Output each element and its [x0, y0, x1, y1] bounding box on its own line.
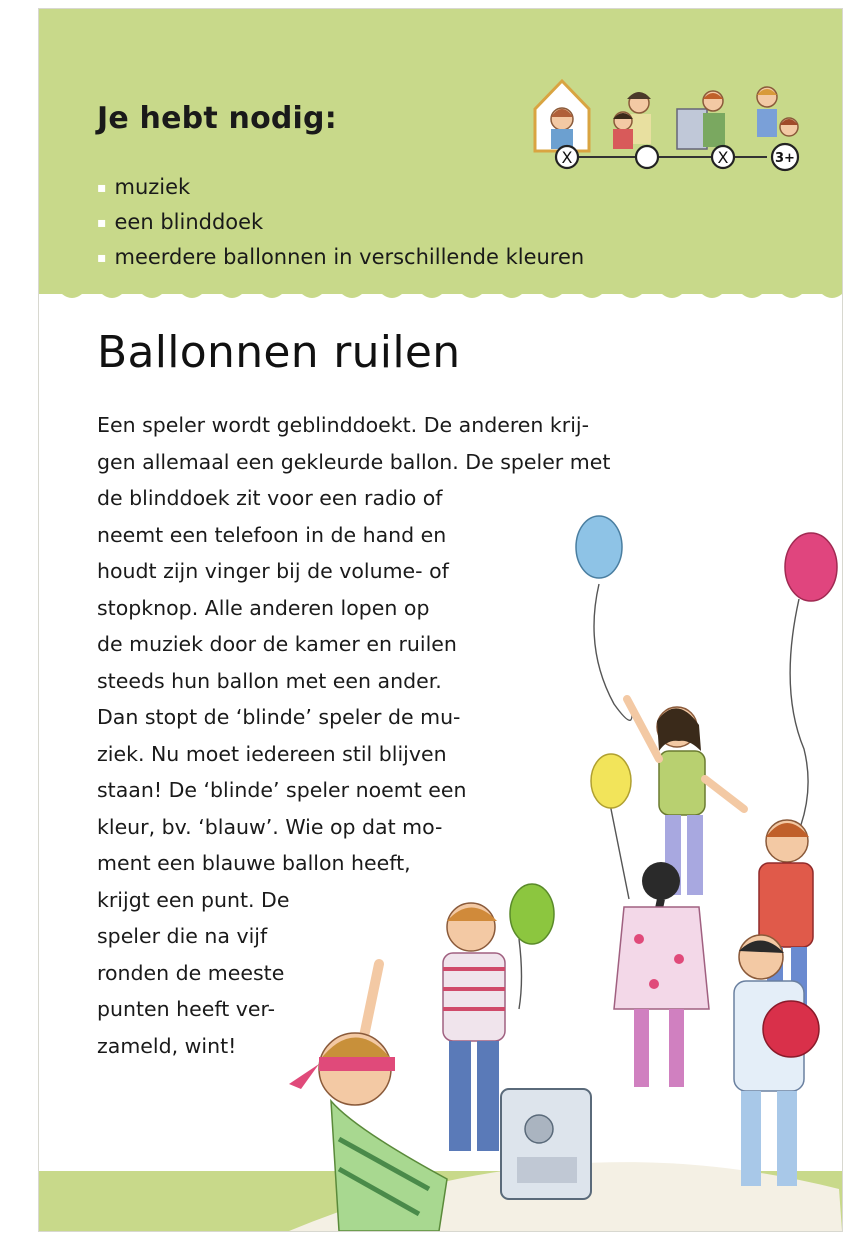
- red-ball-icon: [763, 1001, 819, 1057]
- marker-indoor-icon: [556, 146, 578, 168]
- radio-icon: [501, 1089, 591, 1199]
- instruction-line: ronden de meeste: [97, 960, 285, 985]
- instruction-line: speler die na vijf: [97, 924, 268, 948]
- instruction-line: Dan stopt de ‘blinde’ speler de mu-: [97, 705, 461, 729]
- instruction-line: Een speler wordt geblinddoekt. De anderen krij-: [97, 413, 589, 437]
- setting-icons: [527, 69, 817, 179]
- instruction-line: ziek. Nu moet iedereen stil blijven: [97, 741, 447, 766]
- game-card: [38, 8, 843, 1232]
- instruction-line: gen allemaal een gekleurde ballon. De speler met: [97, 449, 611, 474]
- needs-title: Je hebt nodig:: [97, 101, 337, 136]
- instruction-line: kleur, bv. ‘blauw’. Wie op dat mo-: [97, 814, 443, 839]
- marker-box-icon: [712, 146, 734, 168]
- instruction-line: krijgt een punt. De: [97, 887, 290, 912]
- needs-item-balloons: ▪ meerdere ballonnen in verschillende kleuren: [97, 241, 584, 276]
- svg-text:X: X: [717, 148, 729, 167]
- marker-outdoor-icon: [636, 146, 658, 168]
- instruction-line: zameld, wint!: [97, 1033, 237, 1058]
- svg-text:X: X: [561, 148, 573, 167]
- instruction-line: houdt zijn vinger bij de volume- of: [97, 559, 449, 583]
- instruction-line: staan! De ‘blinde’ speler noemt een: [97, 778, 467, 802]
- kids-outdoor-icon: [613, 92, 651, 149]
- needs-item-blindfold: ▪ een blinddoek: [97, 206, 584, 241]
- instruction-line: neemt een telefoon in de hand en: [97, 522, 447, 547]
- needs-list: [97, 171, 584, 276]
- needs-item-music: ▪ muziek: [97, 171, 584, 206]
- game-instructions: [97, 407, 610, 1064]
- game-title: Ballonnen ruilen: [97, 327, 461, 378]
- instruction-line: punten heeft ver-: [97, 997, 276, 1021]
- wavy-edge: [39, 286, 842, 302]
- instruction-line: de muziek door de kamer en ruilen: [97, 632, 457, 656]
- requirements-band: [39, 9, 842, 294]
- instruction-line: de blinddoek zit voor een radio of: [97, 486, 443, 510]
- instruction-line: steeds hun ballon met een ander.: [97, 668, 442, 693]
- girl-jumping-icon: [627, 699, 744, 895]
- pink-balloon-icon: [785, 533, 837, 601]
- instruction-line: ment een blauwe ballon heeft,: [97, 851, 411, 875]
- age-badge-icon: [772, 144, 798, 170]
- indoor-house-icon: [535, 81, 589, 151]
- kids-box-icon: [677, 91, 725, 149]
- kids-group-icon: [757, 87, 798, 137]
- instruction-line: stopknop. Alle anderen lopen op: [97, 595, 430, 620]
- svg-text:3+: 3+: [775, 151, 795, 166]
